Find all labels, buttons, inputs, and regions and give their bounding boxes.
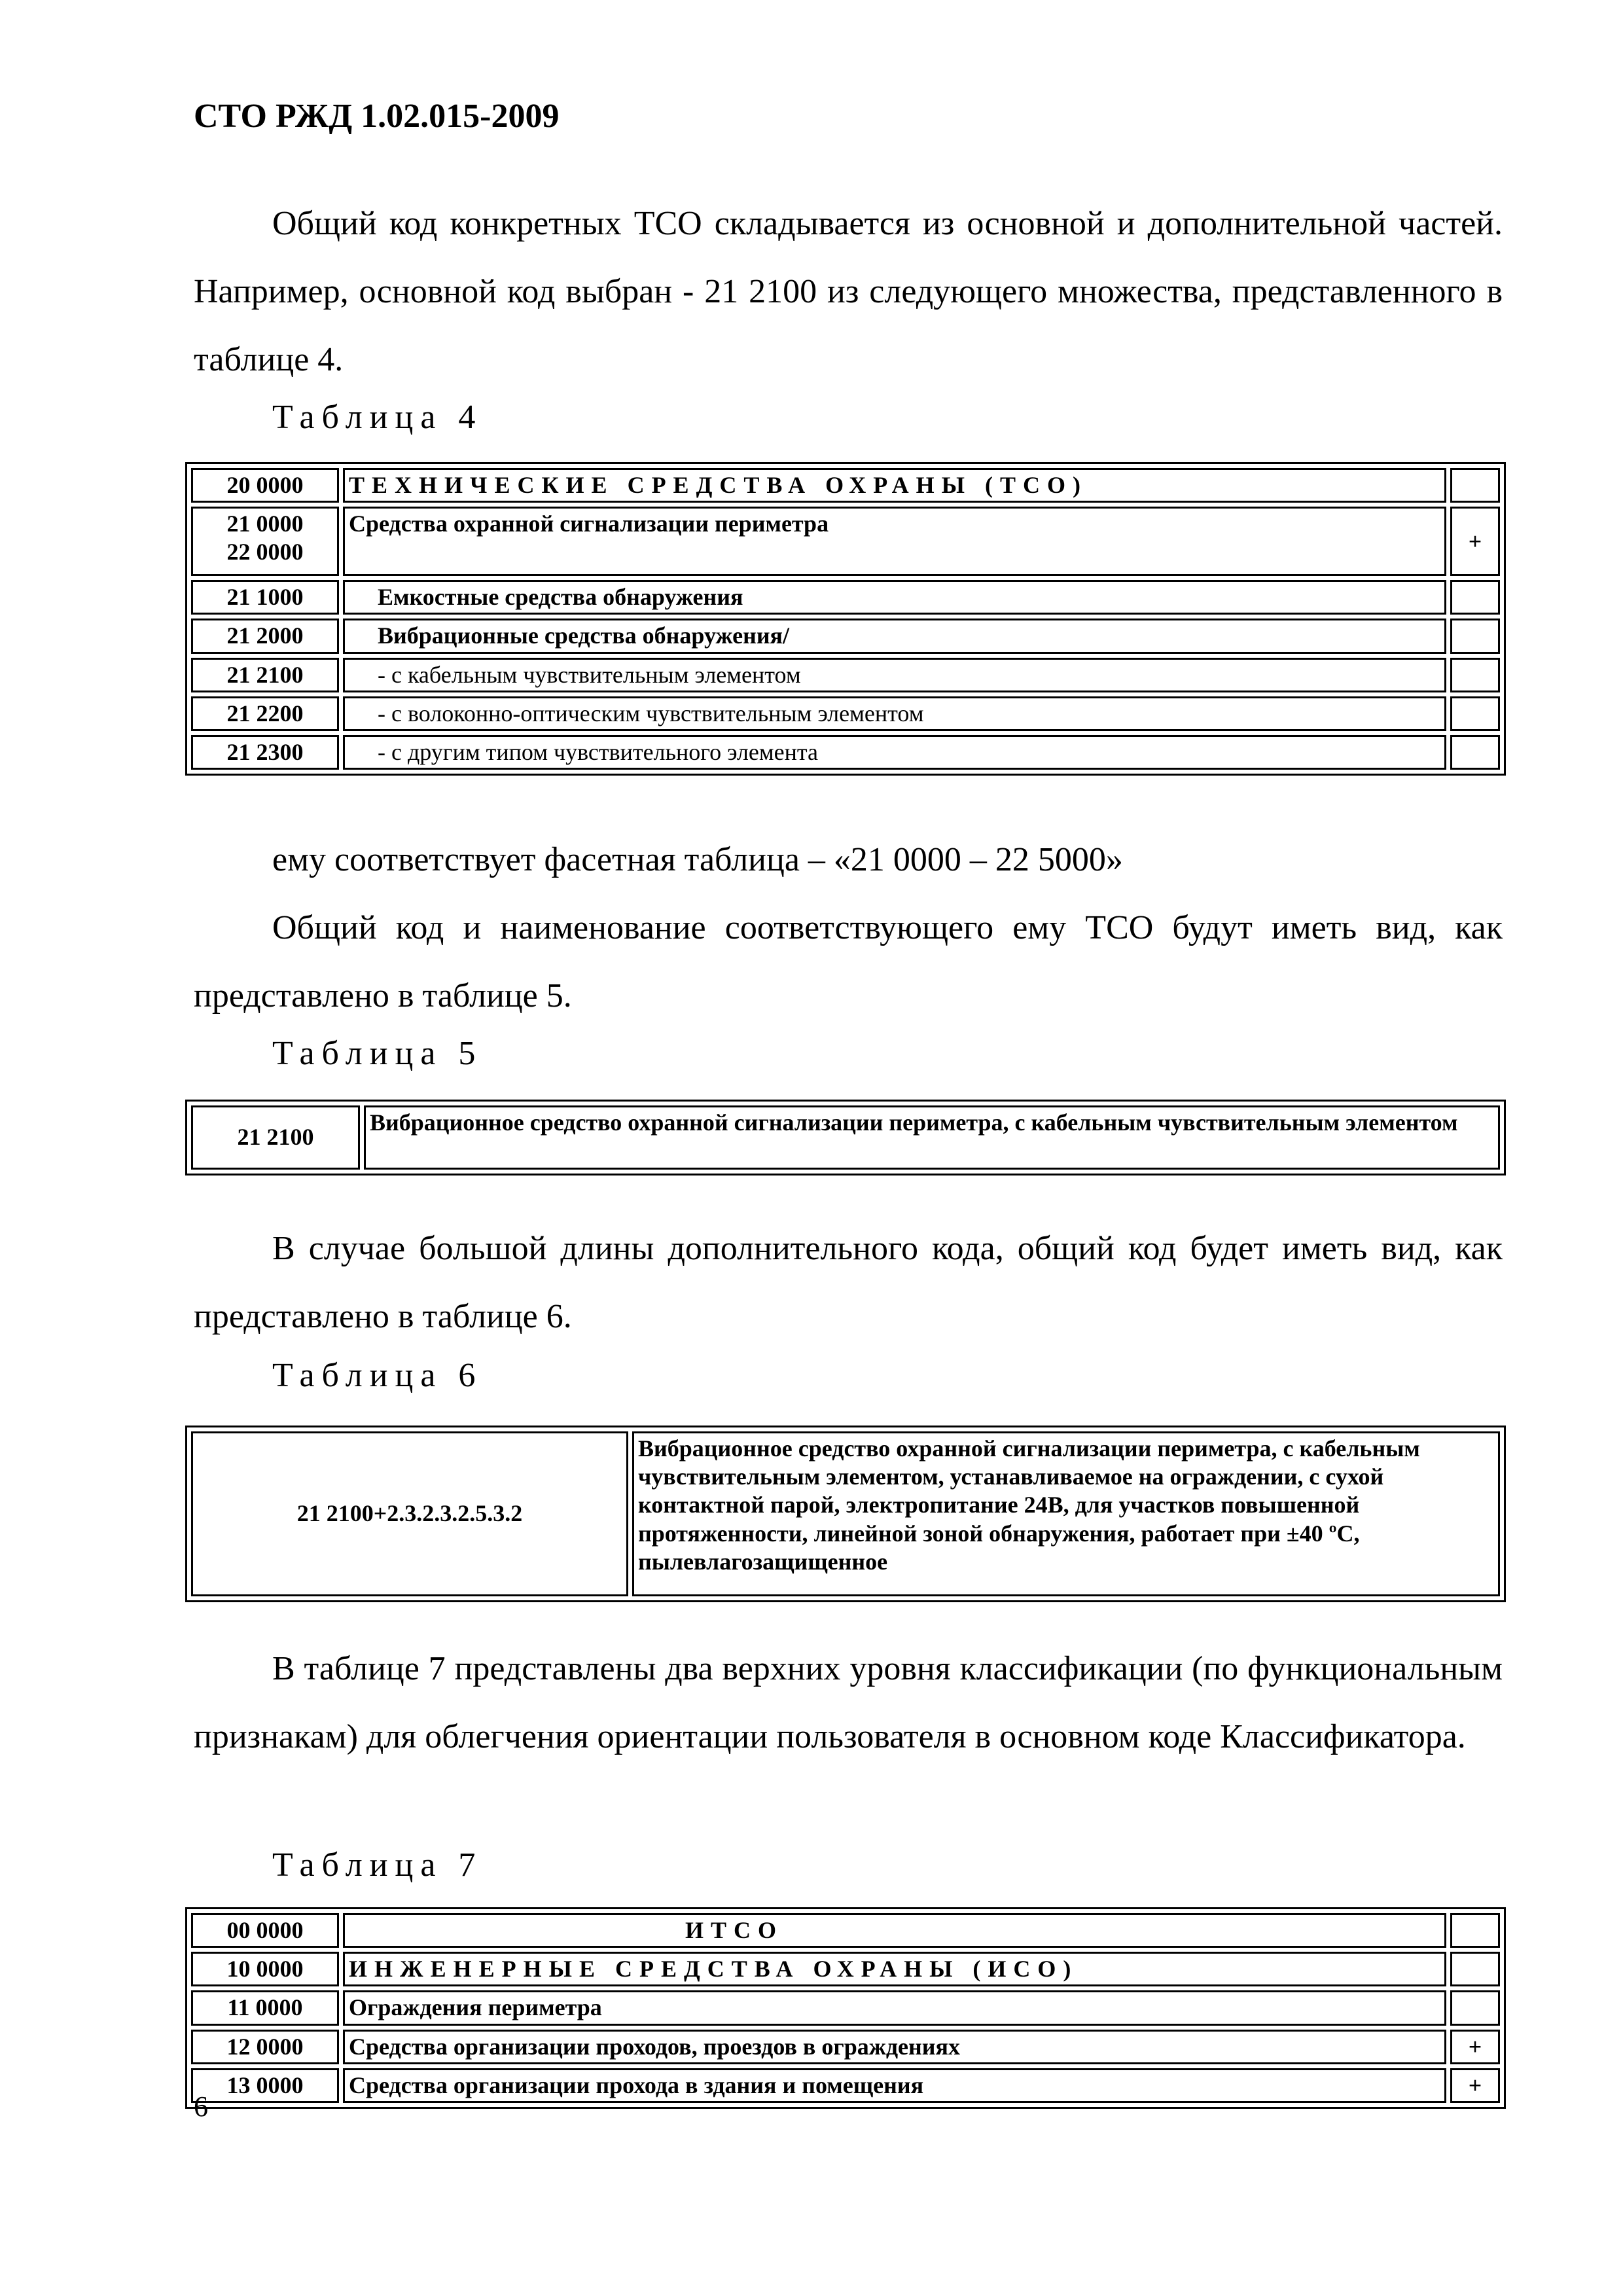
name-cell: - с другим типом чувствительного элемента: [343, 735, 1446, 770]
table-row: [191, 468, 1500, 503]
paragraph-table5-intro: Общий код и наименование соответствующего ему ТСО будут иметь вид, как представлено в таблице 5.: [194, 909, 1503, 1014]
name-cell: ИНЖЕНЕРНЫЕ СРЕДСТВА ОХРАНЫ (ИСО): [343, 1952, 1446, 1986]
code-cell: 20 0000: [191, 468, 339, 503]
page-number: 6: [194, 2090, 208, 2123]
flag-cell: [1450, 696, 1500, 731]
code-cell: 12 0000: [191, 2030, 339, 2064]
name-cell: Емкостные средства обнаружения: [343, 580, 1446, 615]
code-cell: 21 2100: [191, 1105, 360, 1170]
code-line: 21 0000: [226, 511, 304, 537]
paragraph-table7-intro: В таблице 7 представлены два верхних уровня классификации (по функциональным признакам) для облегчения ориентации пользователя в основном коде Классификатора.: [194, 1650, 1503, 1755]
table-row: [191, 1952, 1500, 1986]
table-5: [185, 1100, 1506, 1175]
flag-cell: [1450, 619, 1500, 653]
table-6: [185, 1426, 1506, 1602]
name-cell: Средства организации проходов, проездов в ограждениях: [343, 2030, 1446, 2064]
name-cell: Вибрационные средства обнаружения/: [343, 619, 1446, 653]
table-row: [191, 1990, 1500, 2025]
name-cell: - с волоконно-оптическим чувствительным элементом: [343, 696, 1446, 731]
name-cell: ТЕХНИЧЕСКИЕ СРЕДСТВА ОХРАНЫ (ТСО): [343, 468, 1446, 503]
table-row: [191, 1431, 1500, 1596]
code-cell: 00 0000: [191, 1913, 339, 1948]
name-cell: - с кабельным чувствительным элементом: [343, 658, 1446, 692]
code-line: 22 0000: [226, 539, 304, 565]
name-cell: ИТСО: [343, 1913, 1446, 1948]
table-7: [185, 1907, 1506, 2109]
code-cell: 13 0000: [191, 2068, 339, 2103]
document-header: СТО РЖД 1.02.015-2009: [194, 98, 560, 135]
table-row: [191, 619, 1500, 653]
code-cell: 21 2300: [191, 735, 339, 770]
flag-cell: +: [1450, 2068, 1500, 2103]
table-row: [191, 1105, 1500, 1170]
table-row: [191, 2068, 1500, 2103]
flag-cell: [1450, 1990, 1500, 2025]
code-cell: 21 2100+2.3.2.3.2.5.3.2: [191, 1431, 628, 1596]
table-7-caption: Таблица 7: [272, 1846, 483, 1884]
name-cell: Средства организации прохода в здания и помещения: [343, 2068, 1446, 2103]
flag-cell: +: [1450, 507, 1500, 576]
flag-cell: [1450, 468, 1500, 503]
code-cell: 21 1000: [191, 580, 339, 615]
name-cell: Вибрационное средство охранной сигнализации периметра, с кабельным чувствительным элементом: [364, 1105, 1500, 1170]
table-row: [191, 658, 1500, 692]
flag-cell: +: [1450, 2030, 1500, 2064]
code-cell: [191, 507, 339, 576]
table-row: [191, 735, 1500, 770]
table-6-caption: Таблица 6: [272, 1357, 483, 1394]
flag-cell: [1450, 1952, 1500, 1986]
table-4: [185, 462, 1506, 776]
flag-cell: [1450, 580, 1500, 615]
table-row: [191, 696, 1500, 731]
table-row: [191, 1913, 1500, 1948]
table-5-caption: Таблица 5: [272, 1035, 483, 1072]
code-cell: 21 2000: [191, 619, 339, 653]
paragraph-intro: Общий код конкретных ТСО складывается из основной и дополнительной частей. Например, основной код выбран - 21 2100 из следующего множества, представленного в таблице 4.: [194, 205, 1503, 378]
table-row: [191, 580, 1500, 615]
code-cell: 11 0000: [191, 1990, 339, 2025]
paragraph-table6-intro: В случае большой длины дополнительного кода, общий код будет иметь вид, как представлено в таблице 6.: [194, 1230, 1503, 1335]
table-row: [191, 507, 1500, 576]
code-cell: 21 2100: [191, 658, 339, 692]
flag-cell: [1450, 735, 1500, 770]
table-4-caption: Таблица 4: [272, 399, 483, 436]
paragraph-facet: ему соответствует фасетная таблица – «21 0000 – 22 5000»: [272, 841, 1123, 878]
flag-cell: [1450, 658, 1500, 692]
flag-cell: [1450, 1913, 1500, 1948]
table-row: [191, 2030, 1500, 2064]
code-cell: 21 2200: [191, 696, 339, 731]
name-cell: Средства охранной сигнализации периметра: [343, 507, 1446, 576]
code-cell: 10 0000: [191, 1952, 339, 1986]
name-cell: Ограждения периметра: [343, 1990, 1446, 2025]
name-cell: Вибрационное средство охранной сигнализации периметра, с кабельным чувствительным элементом, устанавливаемое на ограждении, с сухой контактной парой, электропитание 24В, для участков повышенной протяженности, линейной зоной обнаружения, работает при ±40 ºС, пылевлагозащищенное: [632, 1431, 1500, 1596]
